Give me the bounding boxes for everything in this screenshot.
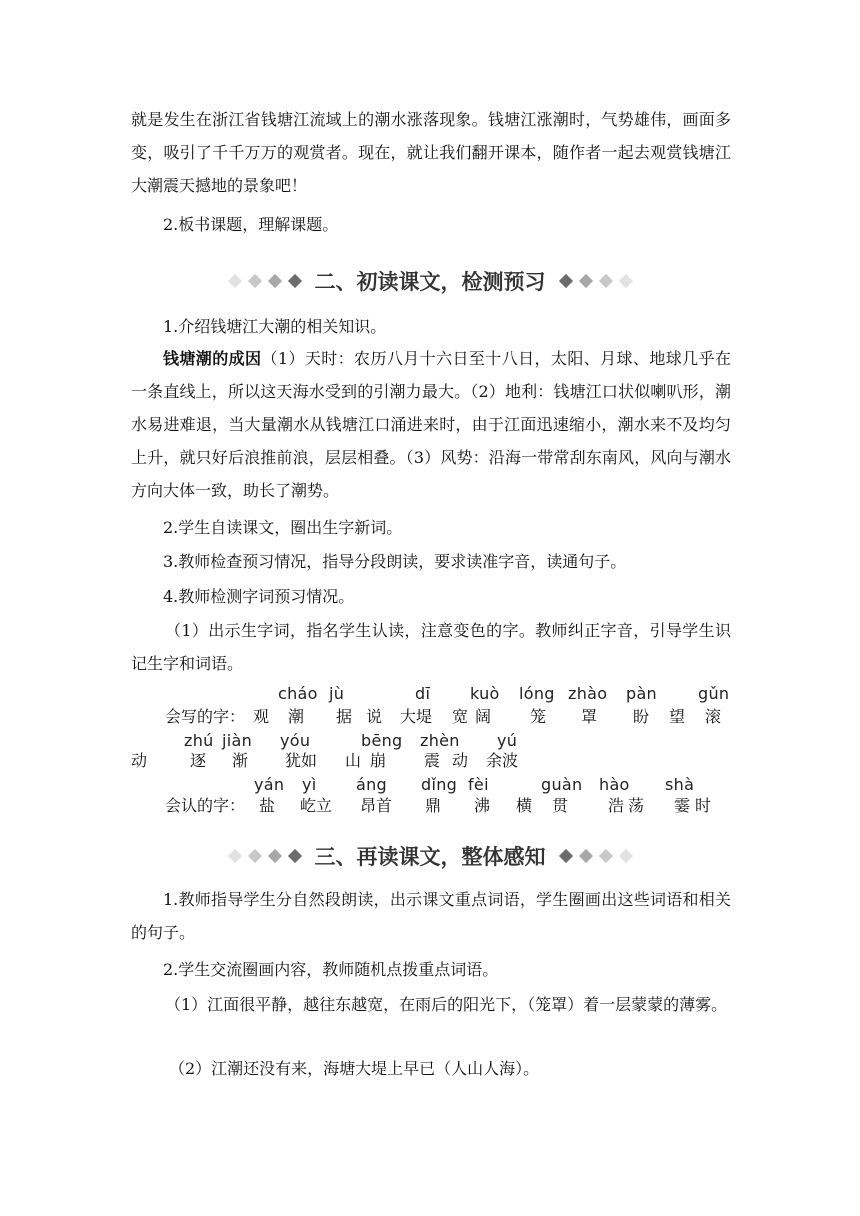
pinyin: yóu bbox=[280, 731, 311, 750]
diamond-icon bbox=[287, 849, 301, 863]
hanzi: 说 bbox=[366, 707, 383, 726]
pinyin: pàn bbox=[626, 684, 658, 703]
hanzi: 大堤 bbox=[400, 707, 433, 726]
section-3-item-1: 1.教师指导学生分自然段朗读，出示课文重点词语，学生圈画出这些词语和相关的句子。 bbox=[131, 890, 731, 942]
hanzi: 笼 bbox=[530, 707, 547, 726]
hanzi: 荡 bbox=[628, 796, 645, 815]
hanzi: 犹如 bbox=[285, 751, 318, 770]
diamond-icon bbox=[247, 849, 261, 863]
pinyin: zhèn bbox=[420, 731, 460, 750]
pinyin: jiàn bbox=[222, 731, 253, 750]
section-heading-3 bbox=[195, 839, 665, 873]
hanzi: 逐 bbox=[190, 751, 207, 770]
diamond-icon bbox=[598, 849, 612, 863]
hanzi: 望 bbox=[669, 707, 686, 726]
hanzi: 浩 bbox=[608, 796, 625, 815]
pinyin: jù bbox=[329, 684, 345, 703]
tide-cause-paragraph bbox=[131, 342, 731, 507]
hanzi: 盼 bbox=[633, 707, 650, 726]
hanzi: 渐 bbox=[232, 751, 249, 770]
pinyin: dǐng bbox=[421, 775, 458, 794]
hanzi: 沸 bbox=[474, 796, 491, 815]
pinyin: bēng bbox=[361, 731, 403, 750]
diamond-icon bbox=[227, 849, 241, 863]
section-title: 二、初读课文，检测预习 bbox=[314, 270, 546, 294]
section-2-item-2: 2.学生自读课文，圈出生字新词。 bbox=[163, 518, 403, 537]
hanzi: 潮 bbox=[288, 707, 305, 726]
diamond-icon bbox=[578, 849, 592, 863]
hanzi: 贯 bbox=[552, 796, 569, 815]
pinyin: yì bbox=[302, 775, 317, 794]
diamond-icon bbox=[287, 274, 301, 288]
pinyin: guàn bbox=[541, 775, 583, 794]
hanzi: 动 bbox=[131, 751, 148, 770]
section-3-sub-1: （1）江面很平静，越往东越宽，在雨后的阳光下，（笼罩）着一层蒙蒙的薄雾。 bbox=[165, 995, 728, 1014]
tide-cause-label: 钱塘潮的成因 bbox=[163, 349, 262, 368]
hanzi: 观 bbox=[253, 707, 270, 726]
pinyin: fèi bbox=[468, 775, 489, 794]
hanzi: 据 bbox=[336, 707, 353, 726]
vocab-read-label: 会认的字： bbox=[165, 796, 246, 815]
pinyin: cháo bbox=[278, 684, 318, 703]
hanzi: 震 bbox=[424, 751, 441, 770]
hanzi: 鼎 bbox=[425, 796, 442, 815]
hanzi: 横 bbox=[516, 796, 533, 815]
diamond-icon bbox=[618, 274, 632, 288]
pinyin: zhú bbox=[184, 731, 214, 750]
hanzi: 盐 bbox=[259, 796, 276, 815]
section-title: 三、再读课文，整体感知 bbox=[314, 845, 546, 869]
diamond-icon bbox=[267, 849, 281, 863]
hanzi: 山 bbox=[345, 751, 362, 770]
hanzi: 时 bbox=[695, 796, 712, 815]
pinyin: yú bbox=[497, 731, 518, 750]
hanzi: 阔 bbox=[475, 707, 492, 726]
section-2-sub-1: （1）出示生字词，指名学生认读，注意变色的字。教师纠正字音，引导学生识记生字和词语。 bbox=[131, 621, 731, 673]
diamond-icon bbox=[578, 274, 592, 288]
intro-paragraph: 就是发生在浙江省钱塘江流域上的潮水涨落现象。钱塘江涨潮时，气势雄伟，画面多变，吸引了千千万万的观赏者。现在，就让我们翻开课本，随作者一起去观赏钱塘江大潮震天撼地的景象吧！ bbox=[131, 110, 731, 195]
pinyin: áng bbox=[356, 775, 388, 794]
diamond-icon bbox=[558, 274, 572, 288]
diamond-icon bbox=[598, 274, 612, 288]
pinyin: shà bbox=[665, 775, 695, 794]
hanzi: 动 bbox=[452, 751, 469, 770]
pinyin: dī bbox=[415, 684, 431, 703]
pinyin: kuò bbox=[470, 684, 500, 703]
pinyin: yán bbox=[254, 775, 285, 794]
diamond-icon bbox=[247, 274, 261, 288]
hanzi: 罩 bbox=[581, 707, 598, 726]
section-3-item-2: 2.学生交流圈画内容，教师随机点拨重点词语。 bbox=[163, 960, 499, 979]
intro-step-2: 2.板书课题，理解课题。 bbox=[163, 215, 339, 234]
hanzi: 屹立 bbox=[300, 796, 333, 815]
hanzi: 宽 bbox=[452, 707, 469, 726]
pinyin: zhào bbox=[568, 684, 608, 703]
section-2-item-4: 4.教师检测字词预习情况。 bbox=[163, 587, 355, 606]
pinyin: hào bbox=[599, 775, 630, 794]
vocab-write-label: 会写的字： bbox=[165, 707, 246, 726]
section-2-item-1: 1.介绍钱塘江大潮的相关知识。 bbox=[163, 317, 387, 336]
diamond-icon bbox=[558, 849, 572, 863]
diamond-icon bbox=[267, 274, 281, 288]
section-2-item-3: 3.教师检查预习情况，指导分段朗读，要求读准字音，读通句子。 bbox=[163, 552, 627, 571]
hanzi: 滚 bbox=[705, 707, 722, 726]
hanzi: 余波 bbox=[486, 751, 519, 770]
hanzi: 崩 bbox=[370, 751, 387, 770]
pinyin: lóng bbox=[519, 684, 555, 703]
diamond-icon bbox=[618, 849, 632, 863]
section-3-sub-2: （2）江潮还没有来，海塘大堤上早已（人山人海）。 bbox=[169, 1059, 540, 1078]
pinyin: gǔn bbox=[698, 684, 730, 703]
section-heading-2 bbox=[195, 264, 665, 298]
tide-cause-text: （1）天时：农历八月十六日至十八日，太阳、月球、地球几乎在一条直线上，所以这天海水受到的引潮力最大。（2）地利：钱塘江口状似喇叭形，潮水易进难退，当大量潮水从钱塘江口涌进来时，由于江面迅速缩小，潮水来不及均匀上升，就只好后浪推前浪，层层相叠。（3）风势：沿海一带常刮东南风，风向与潮水方向大体一致，助长了潮势。 bbox=[131, 349, 731, 500]
diamond-icon bbox=[227, 274, 241, 288]
hanzi: 霎 bbox=[674, 796, 691, 815]
hanzi: 昂首 bbox=[360, 796, 393, 815]
